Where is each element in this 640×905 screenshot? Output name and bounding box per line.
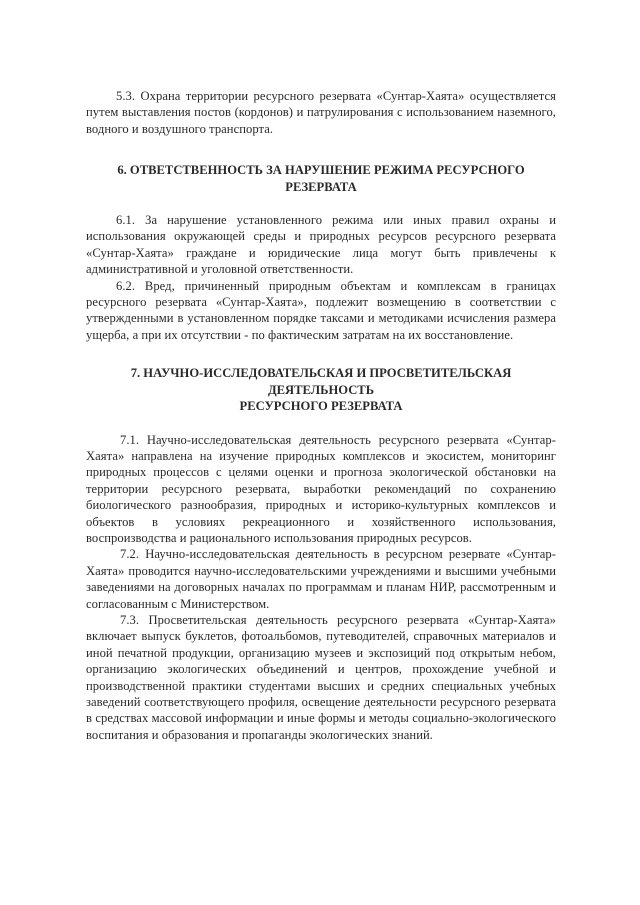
section-7-title-line3: РЕСУРСНОГО РЕЗЕРВАТА [239, 399, 403, 414]
paragraph-7-3: 7.3. Просветительская деятельность ресурсного резервата «Сунтар-Хаята» включает выпуск буклетов, фотоальбомов, путеводителей, справочных материалов и иной печатной продукции, организацию музеев и экспозиций под открытым небом, организацию экологических объединений и центров, прохождение учебной и производственной практики студентами высших и средних специальных учебных заведений соответствующего профиля, освещение деятельности ресурсного резервата в средствах массовой информации и иные формы и методы социально-экологического воспитания и образования и пропаганды экологических знаний. [86, 612, 556, 742]
section-7-heading [86, 365, 556, 414]
document-page [86, 88, 556, 743]
section-6-title-line1: 6. ОТВЕТСТВЕННОСТЬ ЗА НАРУШЕНИЕ РЕЖИМА РЕСУРСНОГО [117, 163, 525, 178]
section-7-title-line1: 7. НАУЧНО-ИССЛЕДОВАТЕЛЬСКАЯ И ПРОСВЕТИТЕЛЬСКАЯ [130, 366, 512, 381]
section-6-heading [86, 162, 556, 195]
section-7-title-line2: ДЕЯТЕЛЬНОСТЬ [267, 382, 375, 397]
paragraph-7-2: 7.2. Научно-исследовательская деятельность в ресурсном резервате «Сунтар-Хаята» проводится научно-исследовательскими учреждениями и высшими учебными заведениями на договорных началах по программам и планам НИР, рассмотренным и согласованным с Министерством. [86, 547, 556, 611]
paragraph-7-1: 7.1. Научно-исследовательская деятельность ресурсного резервата «Сунтар-Хаята» направлена на изучение природных комплексов и экосистем, мониторинг природных процессов с целями оценки и прогноза экологической обстановки на территории ресурсного резервата, выработки рекомендаций по сохранению биологического разнообразия, природных и историко-культурных комплексов и объектов в условиях рекреационного и хозяйственного использования, воспроизводства и рационального использования природных ресурсов. [86, 432, 556, 545]
paragraph-6-2: 6.2. Вред, причиненный природным объектам и комплексам в границах ресурсного резервата «Сунтар-Хаята», подлежит возмещению в соответствии с утвержденными в установленном порядке таксами и методиками исчисления размера ущерба, а при их отсутствии - по фактическим затратам на их восстановление. [86, 278, 556, 342]
paragraph-5-3: 5.3. Охрана территории ресурсного резервата «Сунтар-Хаята» осуществляется путем выставления постов (кордонов) и патрулирования с использованием наземного, водного и воздушного транспорта. [86, 89, 556, 136]
paragraph-6-1: 6.1. За нарушение установленного режима или иных правил охраны и использования окружающей среды и природных ресурсов ресурсного резервата «Сунтар-Хаята» граждане и юридические лица могут быть привлечены к административной и уголовной ответственности. [86, 213, 556, 277]
section-6-title-line2: РЕЗЕРВАТА [285, 179, 357, 194]
